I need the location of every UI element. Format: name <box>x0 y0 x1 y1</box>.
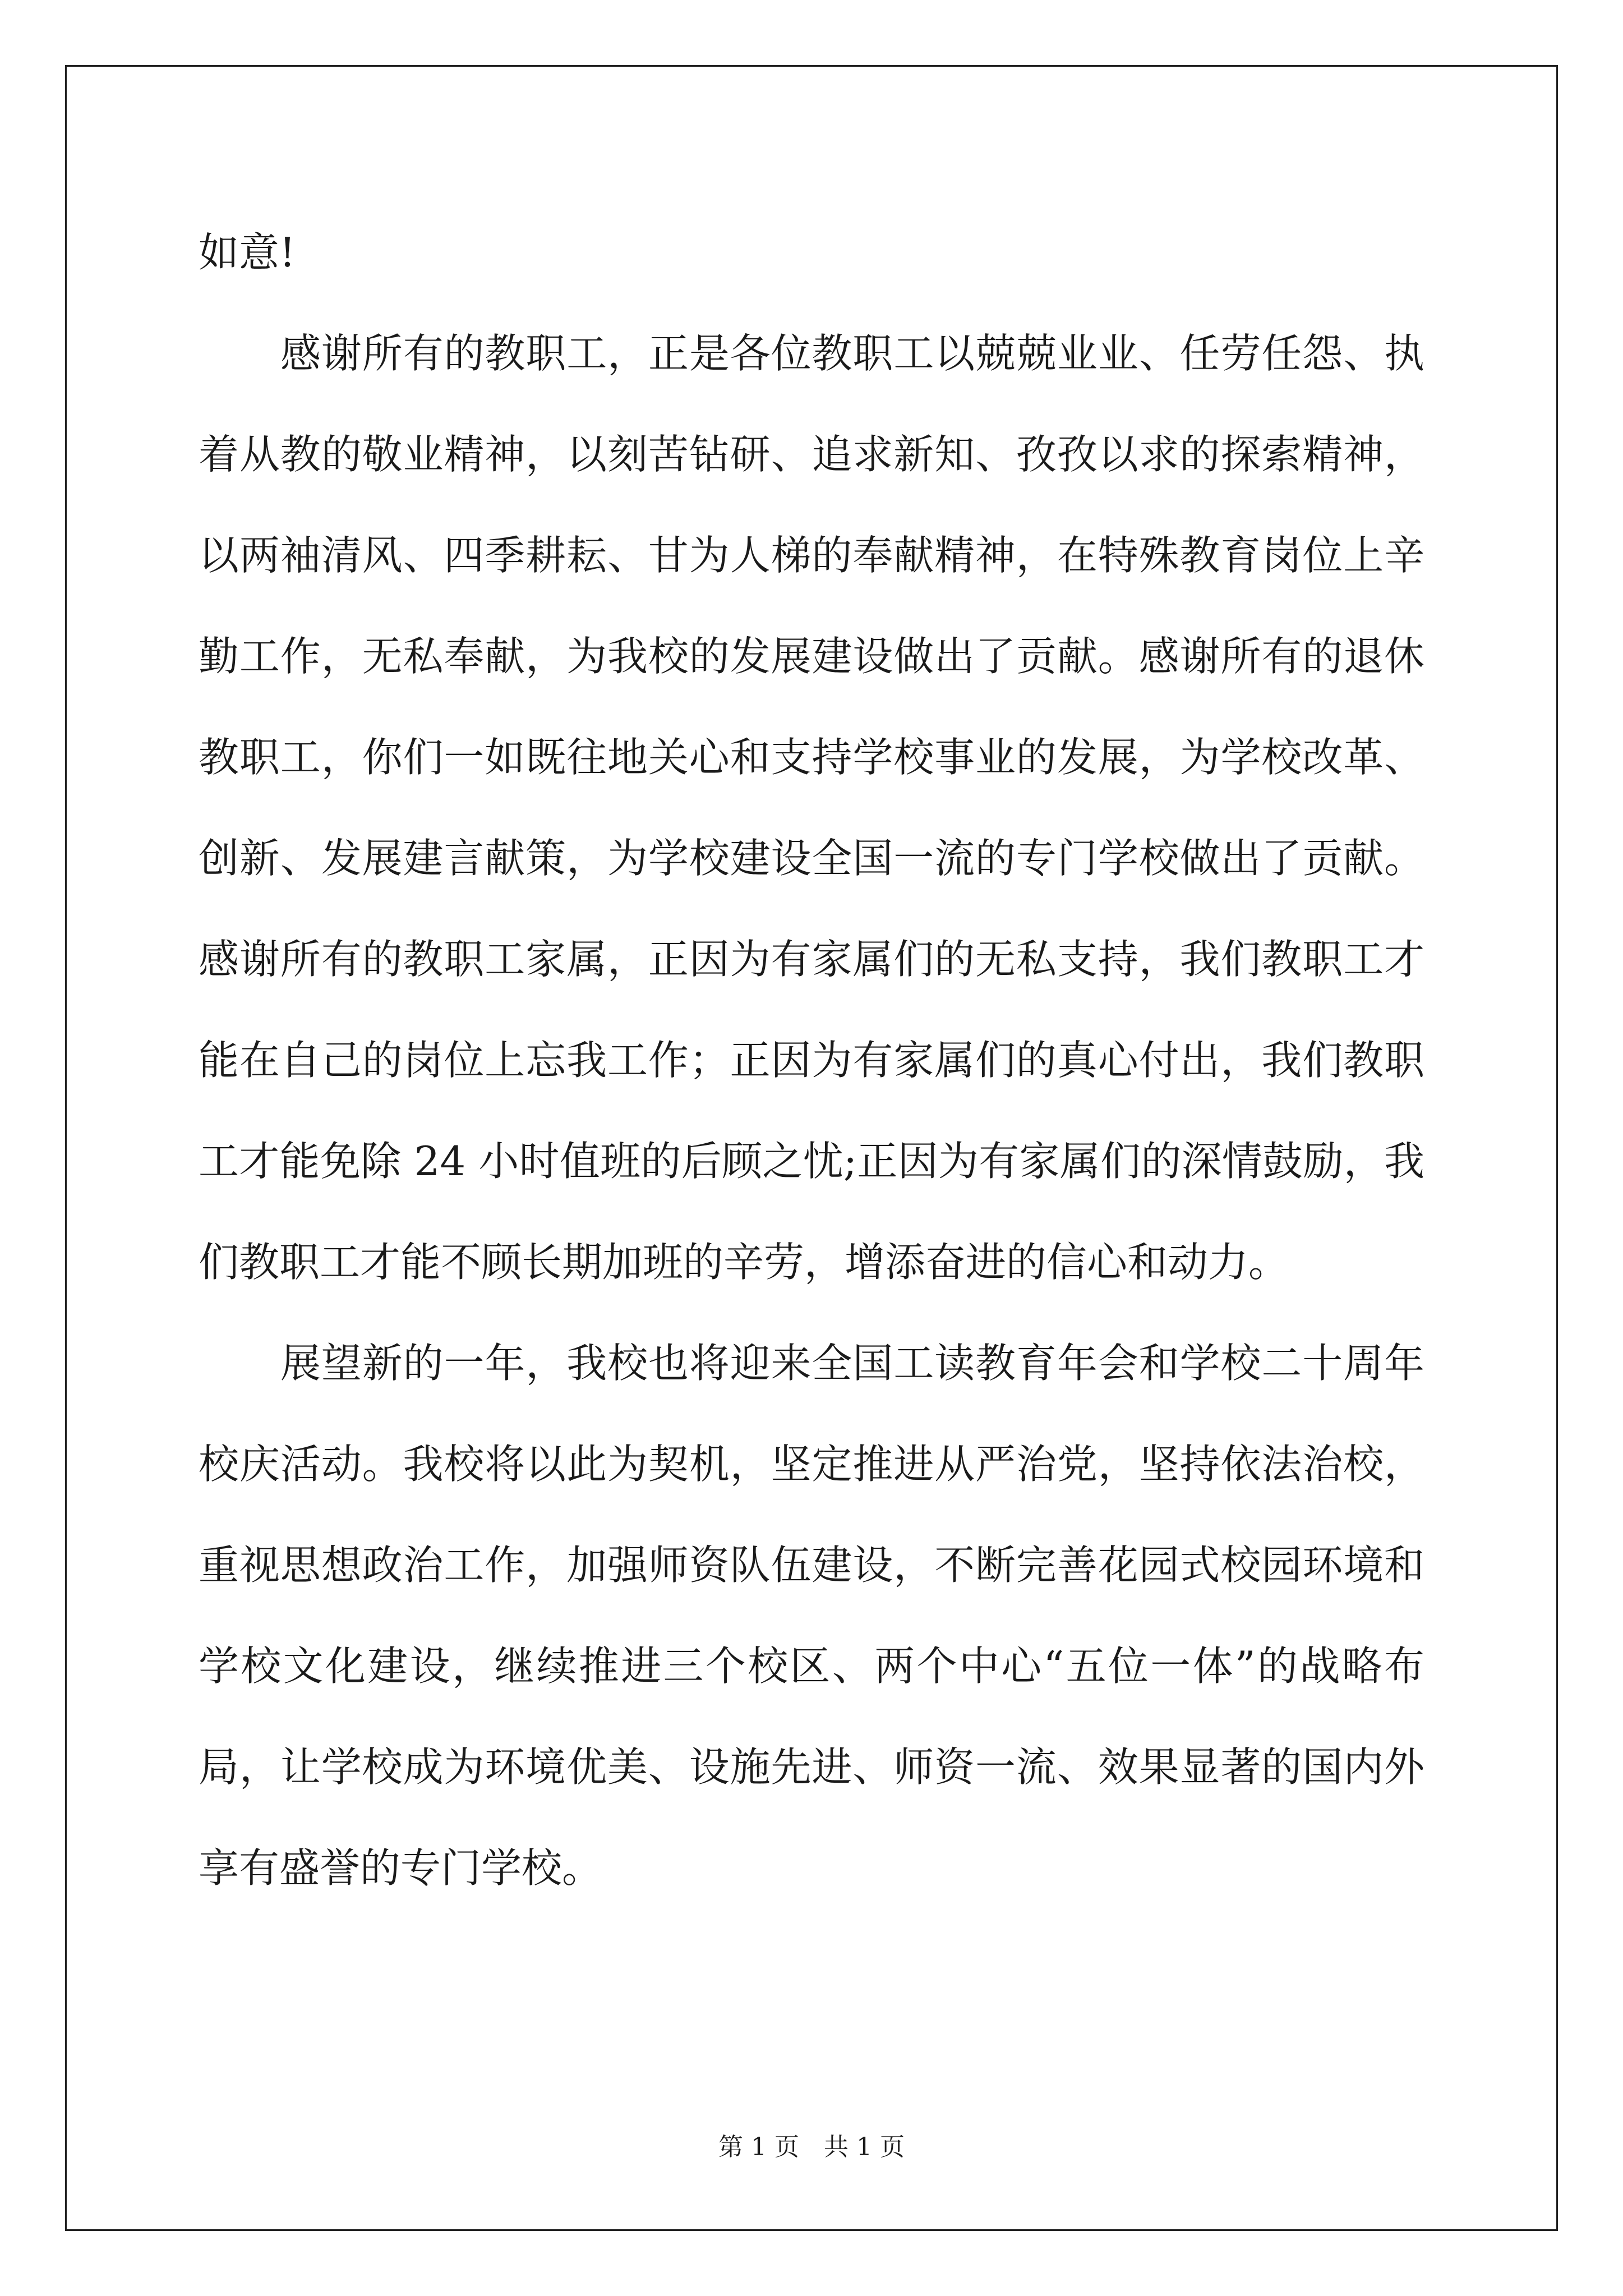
text-line: 展望新的一年，我校也将迎来全国工读教育年会和学校二十周年 <box>280 1340 1424 1387</box>
text-line: 勤工作，无私奉献，为我校的发展建设做出了贡献。感谢所有的退休 <box>199 633 1424 680</box>
text-line: 以两袖清风、四季耕耘、甘为人梯的奉献精神，在特殊教育岗位上辛 <box>199 532 1424 579</box>
text-line: 享有盛誉的专门学校。 <box>199 1844 603 1892</box>
text-line: 创新、发展建言献策，为学校建设全国一流的专门学校做出了贡献。 <box>199 835 1424 882</box>
text-line: 着从教的敬业精神，以刻苦钻研、追求新知、孜孜以求的探索精神， <box>199 431 1424 478</box>
text-line: 工才能免除 24 小时值班的后顾之忧;正因为有家属们的深情鼓励，我 <box>199 1138 1424 1185</box>
text-line: 局，让学校成为环境优美、设施先进、师资一流、效果显著的国内外 <box>199 1743 1424 1791</box>
text-line: 学校文化建设，继续推进三个校区、两个中心“五位一体”的战略布 <box>199 1642 1424 1690</box>
text-line: 重视思想政治工作，加强师资队伍建设，不断完善花园式校园环境和 <box>199 1542 1424 1589</box>
text-line: 教职工，你们一如既往地关心和支持学校事业的发展，为学校改革、 <box>199 734 1424 781</box>
text-line: 们教职工才能不顾长期加班的辛劳，增添奋进的信心和动力。 <box>199 1239 1289 1286</box>
text-line: 感谢所有的教职工家属，正因为有家属们的无私支持，我们教职工才 <box>199 936 1424 983</box>
page-number: 第 1 页 共 1 页 <box>718 2133 905 2161</box>
document-body <box>199 202 1424 1918</box>
text-line: 感谢所有的教职工，正是各位教职工以兢兢业业、任劳任怨、执 <box>280 330 1424 377</box>
text-line: 校庆活动。我校将以此为契机，坚定推进从严治党，坚持依法治校， <box>199 1441 1424 1488</box>
text-line: 如意! <box>199 229 296 276</box>
text-line: 能在自己的岗位上忘我工作；正因为有家属们的真心付出，我们教职 <box>199 1037 1424 1084</box>
